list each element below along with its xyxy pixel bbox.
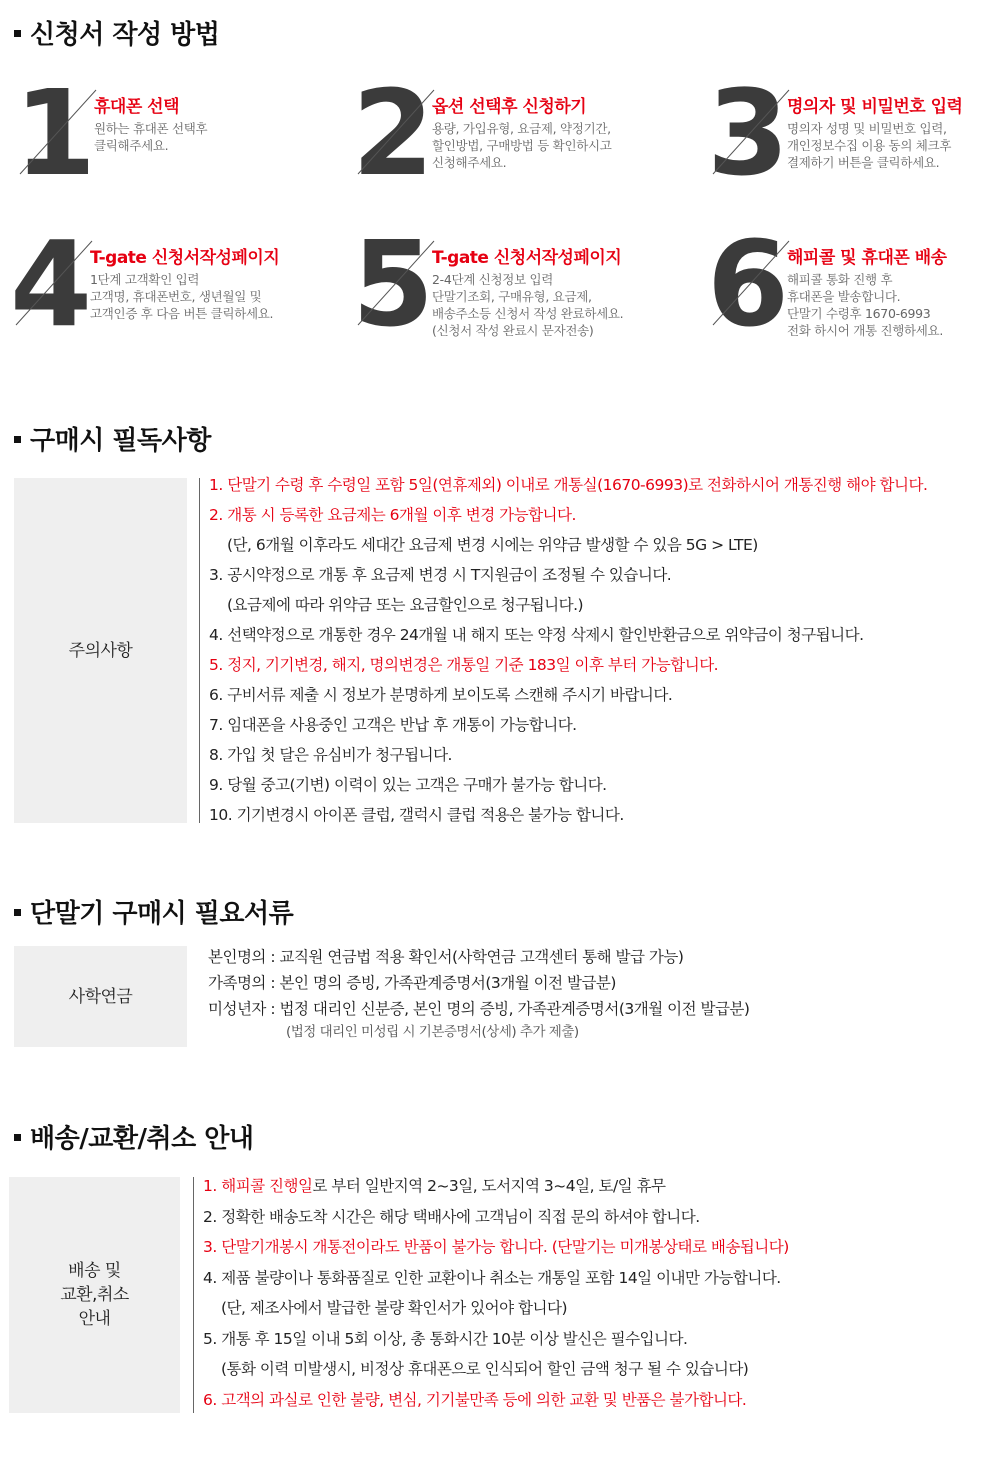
step-description [787, 271, 943, 339]
step-description-line: (신청서 작성 완료시 문자전송) [432, 323, 594, 338]
step-description-line: 배송주소등 신청서 작성 완료하세요. [432, 306, 624, 321]
delivery-label-line: 교환,취소 [60, 1285, 129, 1305]
list-item: 5. 정지, 기기변경, 해지, 명의변경은 개통일 기준 183일 이후 부터 가능합니다. [209, 656, 719, 674]
section-title-documents [14, 893, 293, 930]
list-item: 미성년자 : 법정 대리인 신분증, 본인 명의 증빙, 가족관계증명서(3개월 이전 발급분) [208, 1000, 750, 1018]
notice-label-box [14, 478, 187, 823]
list-item: (통화 이력 미발생시, 비정상 휴대폰으로 인식되어 할인 금액 청구 될 수 있습니다) [221, 1360, 749, 1378]
step-description-line: 2-4단계 신청정보 입력 [432, 272, 554, 287]
step-2 [352, 64, 682, 214]
slash-divider [352, 225, 442, 335]
list-item [203, 1171, 789, 1202]
list-item: 5. 개통 후 15일 이내 5회 이상, 총 통화시간 10분 이상 발신은 필수입니다. [203, 1329, 688, 1348]
slash-divider [10, 225, 100, 335]
list-item: 6. 고객의 과실로 인한 불량, 변심, 기기불만족 등에 의한 교환 및 반품은 불가합니다. [203, 1390, 747, 1409]
list-item: 본인명의 : 교직원 연금법 적용 확인서(사학연금 고객센터 통해 발급 가능) [208, 948, 684, 966]
step-number: 5 [352, 215, 431, 353]
step-number: 2 [352, 64, 431, 202]
step-description-line: 할인방법, 구매방법 등 확인하시고 [432, 138, 612, 153]
step-title: 명의자 및 비밀번호 입력 [787, 97, 963, 117]
docs-note: (법정 대리인 미성립 시 기본증명서(상세) 추가 제출) [286, 1024, 579, 1040]
list-item: 1. 단말기 수령 후 수령일 포함 5일(연휴제외) 이내로 개통실(1670-6993)로 전화하시어 개통진행 해야 합니다. [209, 476, 928, 494]
step-4 [10, 215, 340, 365]
step-number: 1 [14, 64, 93, 202]
step-title: 옵션 선택후 신청하기 [432, 97, 587, 117]
step-description-line: 용량, 가입유형, 요금제, 약정기간, [432, 121, 611, 136]
step-description-line: 단말기조회, 구매유형, 요금제, [432, 289, 592, 304]
step-description [94, 120, 207, 154]
section-title-delivery [14, 1118, 253, 1155]
bullet-icon [14, 909, 21, 916]
bullet-icon [14, 1134, 21, 1141]
section-title-text: 배송/교환/취소 안내 [30, 1124, 254, 1154]
step-description [432, 271, 623, 339]
step-description-line: 명의자 성명 및 비밀번호 입력, [787, 121, 947, 136]
delivery-label-line: 배송 및 [68, 1261, 121, 1281]
step-title: 휴대폰 선택 [94, 97, 180, 117]
step-description-line: 신청해주세요. [432, 155, 507, 170]
step-description-line: 개인정보수집 이용 동의 체크후 [787, 138, 952, 153]
step-title: 해피콜 및 휴대폰 배송 [787, 248, 947, 268]
step-title: T-gate 신청서작성페이지 [90, 248, 280, 268]
section-title-text: 단말기 구매시 필요서류 [30, 899, 294, 929]
step-6 [707, 215, 1000, 365]
step-description [90, 271, 273, 322]
section-title-how-to-apply [14, 14, 219, 51]
section-title-must-read [14, 420, 211, 457]
docs-label: 사학연금 [68, 986, 133, 1007]
notice-label: 주의사항 [68, 640, 133, 661]
list-item-highlight: 1. 해피콜 진행일 [203, 1177, 313, 1195]
step-number: 6 [707, 215, 786, 353]
delivery-list [203, 1171, 789, 1415]
step-description [432, 120, 612, 171]
step-description-line: 휴대폰을 발송합니다. [787, 289, 901, 304]
list-item: 8. 가입 첫 달은 유심비가 청구됩니다. [209, 746, 452, 764]
step-description-line: 고객인증 후 다음 버튼 클릭하세요. [90, 306, 274, 321]
delivery-label-box [9, 1177, 180, 1413]
section-title-text: 구매시 필독사항 [30, 426, 211, 456]
divider [199, 478, 200, 823]
list-item: 9. 당월 중고(기변) 이력이 있는 고객은 구매가 불가능 합니다. [209, 776, 607, 794]
step-description [787, 120, 951, 171]
list-item: 2. 개통 시 등록한 요금제는 6개월 이후 변경 가능합니다. [209, 506, 576, 524]
list-item: (단, 6개월 이후라도 세대간 요금제 변경 시에는 위약금 발생할 수 있음 5G > LTE) [227, 536, 758, 554]
list-item: (단, 제조사에서 발급한 불량 확인서가 있어야 합니다) [221, 1299, 568, 1317]
notice-list [209, 470, 927, 830]
list-item: 7. 임대폰을 사용중인 고객은 반납 후 개통이 가능합니다. [209, 716, 577, 734]
list-item: 3. 단말기개봉시 개통전이라도 반품이 불가능 합니다. (단말기는 미개봉상태로 배송됩니다) [203, 1238, 789, 1256]
slash-divider [352, 74, 442, 184]
bullet-icon [14, 30, 21, 37]
step-3 [707, 64, 1000, 214]
step-number: 4 [10, 215, 89, 353]
step-description-line: 전화 하시어 개통 진행하세요. [787, 323, 943, 338]
step-title: T-gate 신청서작성페이지 [432, 248, 622, 268]
bullet-icon [14, 436, 21, 443]
list-item: 10. 기기변경시 아이폰 클럽, 갤럭시 클럽 적용은 불가능 합니다. [209, 806, 624, 824]
step-description-line: 원하는 휴대폰 선택후 [94, 121, 208, 136]
step-description-line: 단말기 수령후 1670-6993 [787, 306, 931, 321]
step-description-line: 고객명, 휴대폰번호, 생년월일 및 [90, 289, 262, 304]
docs-list [208, 944, 749, 1042]
step-5 [352, 215, 682, 365]
delivery-label-line: 안내 [78, 1309, 111, 1329]
list-item: 6. 구비서류 제출 시 정보가 분명하게 보이도록 스캔해 주시기 바랍니다. [209, 686, 673, 704]
list-item: (요금제에 따라 위약금 또는 요금할인으로 청구됩니다.) [227, 596, 584, 614]
list-item-text: 로 부터 일반지역 2~3일, 도서지역 3~4일, 토/일 휴무 [312, 1177, 666, 1195]
step-1 [14, 64, 344, 214]
divider [193, 1177, 194, 1413]
slash-divider [707, 74, 797, 184]
section-title-text: 신청서 작성 방법 [30, 20, 220, 50]
step-description-line: 클릭해주세요. [94, 138, 169, 153]
step-number: 3 [707, 64, 786, 202]
list-item: 2. 정확한 배송도착 시간은 해당 택배사에 고객님이 직접 문의 하셔야 합니다. [203, 1207, 700, 1226]
slash-divider [14, 74, 104, 184]
list-item: 4. 선택약정으로 개통한 경우 24개월 내 해지 또는 약정 삭제시 할인반환금으로 위약금이 청구됩니다. [209, 626, 864, 644]
step-description-line: 해피콜 통화 진행 후 [787, 272, 893, 287]
step-description-line: 1단계 고객확인 입력 [90, 272, 200, 287]
list-item: 가족명의 : 본인 명의 증빙, 가족관계증명서(3개월 이전 발급분) [208, 974, 616, 992]
docs-label-box [14, 946, 187, 1047]
list-item: 4. 제품 불량이나 통화품질로 인한 교환이나 취소는 개통일 포함 14일 이내만 가능합니다. [203, 1268, 781, 1287]
slash-divider [707, 225, 797, 335]
step-description-line: 결제하기 버튼을 클릭하세요. [787, 155, 940, 170]
list-item: 3. 공시약정으로 개통 후 요금제 변경 시 T지원금이 조정될 수 있습니다. [209, 566, 672, 584]
